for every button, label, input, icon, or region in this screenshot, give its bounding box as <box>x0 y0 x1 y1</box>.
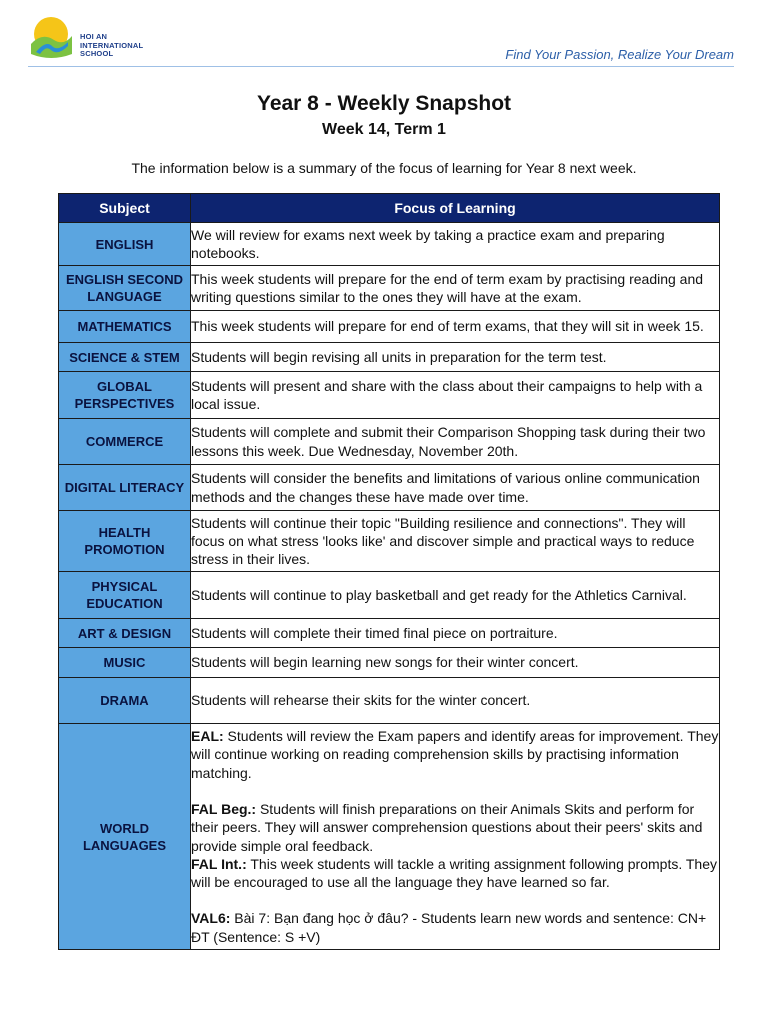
subject-cell: DRAMA <box>59 678 191 724</box>
focus-cell: Students will consider the benefits and limitations of various online communication methods and the changes these have made over time. <box>191 465 720 511</box>
focus-column-header: Focus of Learning <box>191 194 720 223</box>
school-logo-icon <box>28 14 74 60</box>
header-divider <box>28 66 734 67</box>
table-row <box>59 311 720 343</box>
table-header-row <box>59 194 720 223</box>
snapshot-table <box>58 193 720 950</box>
table-row <box>59 572 720 619</box>
table-row <box>59 724 720 950</box>
table-row <box>59 619 720 648</box>
focus-cell: Students will rehearse their skits for the winter concert. <box>191 678 720 724</box>
table-row <box>59 223 720 266</box>
eal-label: EAL: <box>191 728 224 745</box>
focus-cell: We will review for exams next week by taking a practice exam and preparing notebooks. <box>191 223 720 266</box>
table-row <box>59 678 720 724</box>
page-subtitle: Week 14, Term 1 <box>322 121 446 138</box>
table-row <box>59 419 720 465</box>
subject-cell: PHYSICAL EDUCATION <box>59 572 191 619</box>
subject-cell: MUSIC <box>59 648 191 678</box>
subject-cell: WORLD LANGUAGES <box>59 724 191 950</box>
fal-beg-text: Students will finish preparations on their Animals Skits and perform for their peers. They will answer comprehension questions about their peers' skits and provide simple oral feedback. <box>191 800 703 854</box>
focus-cell: Students will begin revising all units in preparation for the term test. <box>191 343 720 372</box>
subject-cell: SCIENCE & STEM <box>59 343 191 372</box>
focus-cell-world-languages <box>191 724 720 950</box>
val6-label: VAL6: <box>191 910 231 927</box>
page-title: Year 8 - Weekly Snapshot <box>256 92 512 115</box>
tagline: Find Your Passion, Realize Your Dream <box>505 47 734 62</box>
focus-cell: This week students will prepare for end of term exams, that they will sit in week 15. <box>191 311 720 343</box>
subject-cell: ENGLISH SECOND LANGUAGE <box>59 266 191 311</box>
subject-cell: ENGLISH <box>59 223 191 266</box>
subject-cell: GLOBAL PERSPECTIVES <box>59 372 191 419</box>
fal-beg-paragraph <box>191 800 719 855</box>
subject-column-header: Subject <box>59 194 191 223</box>
subject-cell: COMMERCE <box>59 419 191 465</box>
fal-int-label: FAL Int.: <box>191 855 247 872</box>
subject-cell: HEALTH PROMOTION <box>59 511 191 572</box>
focus-cell: Students will begin learning new songs for their winter concert. <box>191 648 720 678</box>
focus-cell: Students will continue to play basketball and get ready for the Athletics Carnival. <box>191 572 720 619</box>
subject-cell: DIGITAL LITERACY <box>59 465 191 511</box>
school-name: HOI AN INTERNATIONAL SCHOOL <box>80 32 144 58</box>
eal-text: Students will review the Exam papers and identify areas for improvement. They will continue working on reading comprehension skills by practising information matching. <box>191 728 719 781</box>
eal-paragraph <box>191 727 719 782</box>
intro-text: The information below is a summary of the focus of learning for Year 8 next week. <box>131 160 637 176</box>
subject-cell: ART & DESIGN <box>59 619 191 648</box>
paragraph-spacer <box>191 891 719 909</box>
table-row <box>59 465 720 511</box>
subject-cell: MATHEMATICS <box>59 311 191 343</box>
val6-paragraph <box>191 909 719 946</box>
focus-cell: This week students will prepare for the end of term exam by practising reading and writing questions similar to the ones they will have at the exam. <box>191 266 720 311</box>
table-row <box>59 372 720 419</box>
fal-int-paragraph <box>191 855 719 892</box>
focus-cell: Students will complete their timed final piece on portraiture. <box>191 619 720 648</box>
val6-text: Bài 7: Bạn đang học ở đâu? - Students learn new words and sentence: CN+ ĐT (Sentence: S +V) <box>191 910 707 945</box>
focus-cell: Students will continue their topic "Building resilience and connections". They will focus on what stress 'looks like' and discover simple and practical ways to reduce stress in their lives. <box>191 511 720 572</box>
table-row <box>59 511 720 572</box>
paragraph-spacer <box>191 782 719 800</box>
page-header <box>0 0 768 70</box>
fal-beg-label: FAL Beg.: <box>191 800 257 817</box>
table-row <box>59 648 720 678</box>
fal-int-text: This week students will tackle a writing assignment following prompts. They will be encouraged to use all the language they have learned so far. <box>191 855 717 891</box>
table-row <box>59 343 720 372</box>
table-row <box>59 266 720 311</box>
focus-cell: Students will present and share with the class about their campaigns to help with a local issue. <box>191 372 720 419</box>
focus-cell: Students will complete and submit their Comparison Shopping task during their two lessons this week. Due Wednesday, November 20th. <box>191 419 720 465</box>
